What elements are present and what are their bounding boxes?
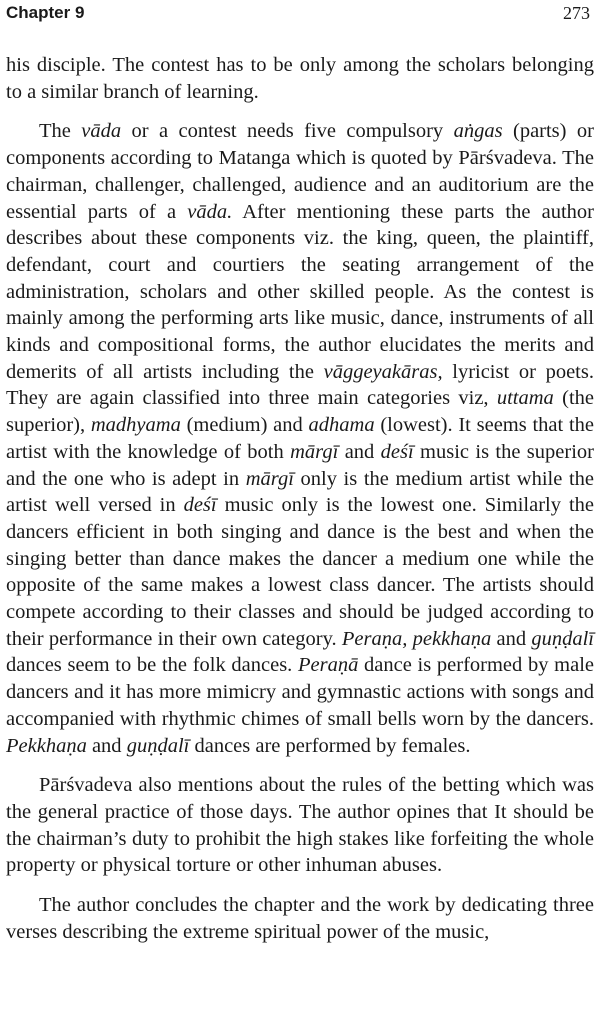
italic-term: mārgī [290,440,339,463]
text-segment: lyricist or poets. They are again classified into three main categories viz, [6,360,594,410]
italic-term: Peraṇā [298,654,359,677]
italic-term: mārgī [245,467,294,490]
text-segment: only is the medium artist while the artist well versed in [6,467,594,517]
paragraph [6,892,594,945]
text-segment: his disciple. The contest has to be only among the scholars belonging to a similar branch of learning. [6,54,594,103]
italic-term: deśī [183,494,217,517]
page-number: 273 [563,3,590,23]
text-segment: dances are performed by females. [189,734,471,757]
text-segment: (the superior), [6,387,594,437]
text-segment: and [491,627,532,650]
italic-term: vāda [81,120,122,143]
italic-term: adhama [308,414,375,437]
text-segment: music only is the lowest one. Similarly the dancers efficient in both singing and dance is the best and when the singing better than dance makes the dancer a medium one while the opposite of the same makes a lowest class dancer. The artists should compete according to their classes and should be judged according to their performance in their own category. [6,494,595,650]
italic-term: aṅgas [453,120,503,143]
chapter-label: Chapter 9 [6,3,85,22]
italic-term: guṇḍalī [531,627,594,650]
text-segment: and [86,734,127,757]
page-header [6,2,590,26]
text-segment: dances seem to be the folk dances. [6,654,298,677]
text-segment: (parts) or components according to Matanga which is quoted by Pārśvadeva. The chairman, challenger, challenged, audience and an auditorium are the essential parts of a [6,120,594,223]
text-segment: music is the superior and the one who is adept in [6,440,594,490]
italic-term: vāggeyakāras, [323,360,443,383]
text-segment: or a contest needs five compulsory [121,120,454,143]
italic-term: vāda. [187,200,233,223]
italic-term: guṇḍalī [126,734,190,757]
paragraph [6,52,594,105]
italic-term: uttama [496,387,554,410]
paragraph [6,772,594,879]
italic-term: Peraṇa, pekkhaṇa [341,627,492,650]
text-segment: The author concludes the chapter and the work by dedicating three verses describing the extreme spiritual power of the music, [6,894,594,943]
body-text [6,52,594,959]
text-segment: dance is performed by male dancers and it has more mimicry and gymnastic actions with songs and accompanied with rhythmic chimes of small bells worn by the dancers. [6,654,594,730]
paragraph [6,118,594,759]
text-segment: (medium) and [180,414,309,437]
italic-term: Pekkhaṇa [6,734,87,757]
italic-term: deśī [380,440,414,463]
text-segment: and [338,440,381,463]
text-segment: (lowest). It seems that the artist with the knowledge of both [6,414,594,463]
text-segment: The [39,120,82,143]
italic-term: madhyama [90,414,181,437]
text-segment: After mentioning these parts the author describes about these components viz. the king, queen, the plaintiff, defendant, court and courtiers the seating arrangement of the administration, scholars and other skilled people. As the contest is mainly among the performing arts like music, dance, instruments of all kinds and compositional forms, the author elucidates the merits and demerits of all artists including the [6,200,594,383]
text-segment: Pārśvadeva also mentions about the rules of the betting which was the general practice of those days. The author opines that It should be the chairman’s duty to prohibit the high stakes like forfeiting the whole property or physical torture or other inhuman abuses. [6,774,594,877]
